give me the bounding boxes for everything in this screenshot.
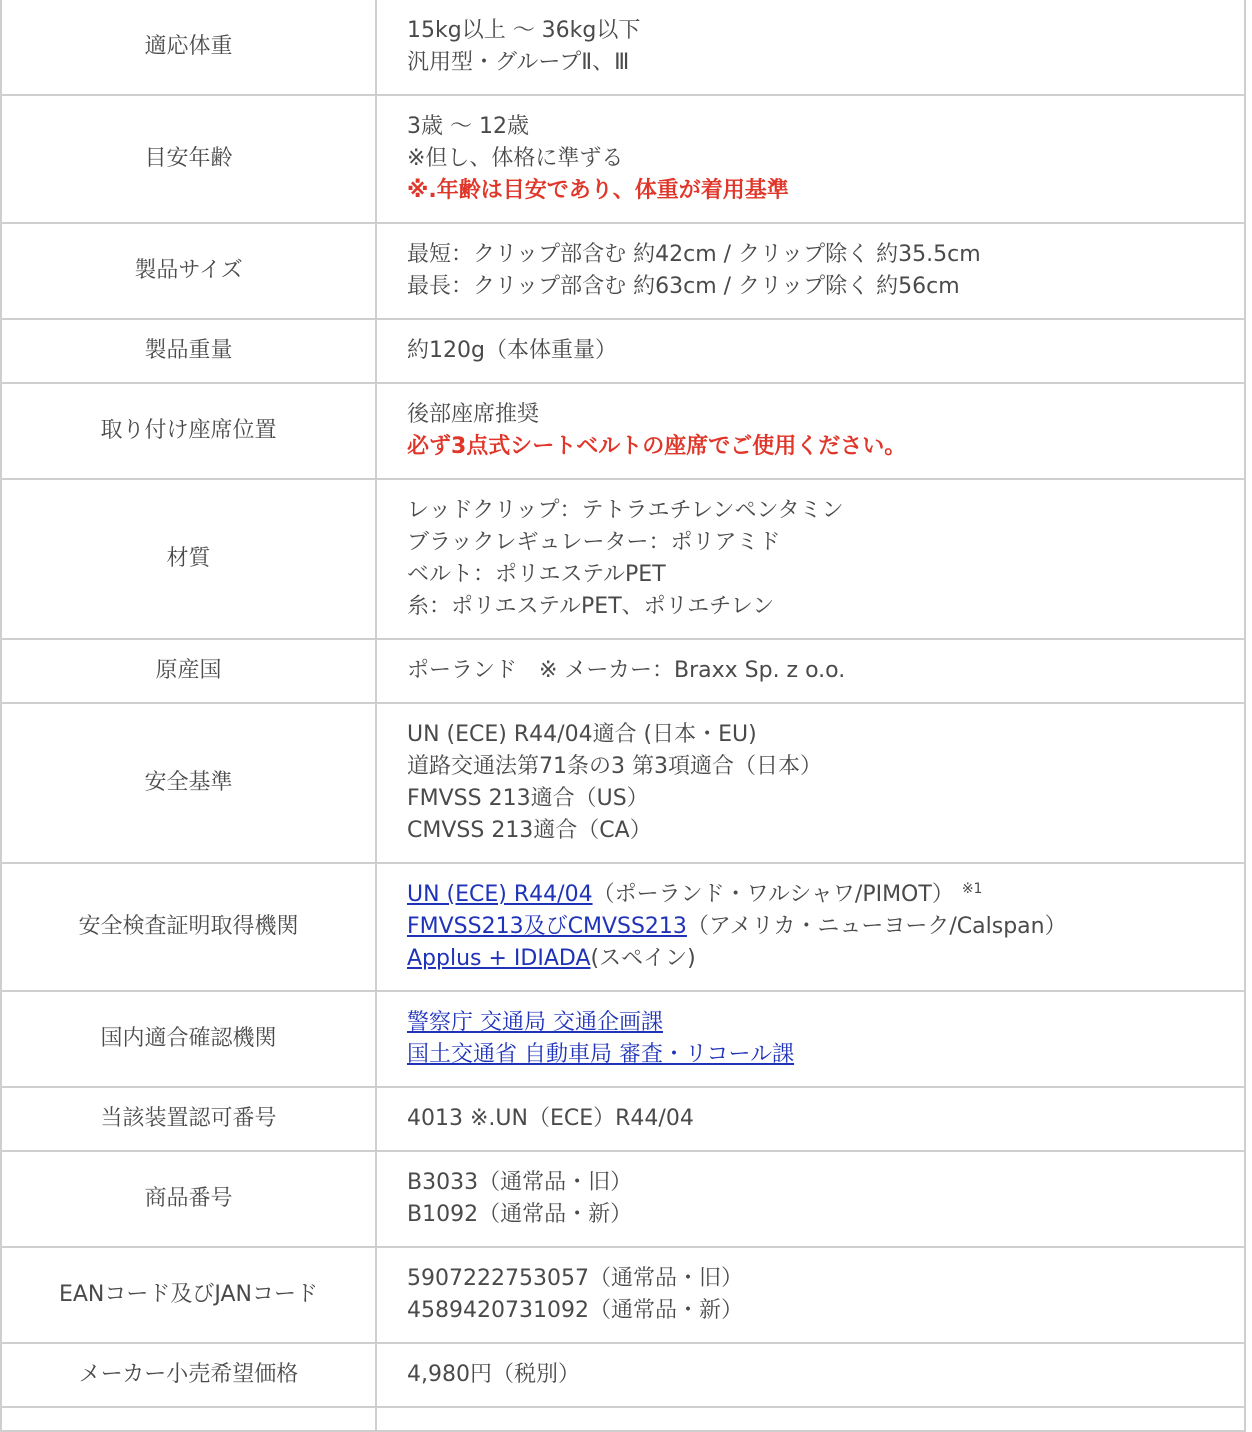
- spec-row: [1, 991, 1245, 1087]
- spec-value-line: [407, 1167, 1214, 1199]
- spec-value-line: [407, 751, 1214, 783]
- spec-value-line: [407, 335, 1214, 367]
- spec-value: [376, 1407, 1245, 1431]
- spec-row: [1, 0, 1245, 95]
- spec-value-line: [407, 783, 1214, 815]
- spec-value-line: [407, 399, 1214, 431]
- spec-row: [1, 1407, 1245, 1431]
- spec-label: [1, 1407, 376, 1431]
- spec-value-line: [407, 527, 1214, 559]
- spec-value: [376, 319, 1245, 383]
- value-text: (スペイン): [590, 946, 696, 971]
- spec-value-line: [407, 1295, 1214, 1327]
- spec-value-line: [407, 1263, 1214, 1295]
- spec-value-line: [407, 1007, 1214, 1039]
- spec-value-line: [407, 943, 1214, 975]
- spec-value-line: [407, 559, 1214, 591]
- warning-text: ※.年齢は目安であり、体重が着用基準: [407, 178, 789, 203]
- spec-label: 製品サイズ: [1, 223, 376, 319]
- spec-row: [1, 319, 1245, 383]
- spec-label: 原産国: [1, 639, 376, 703]
- value-text: B1092（通常品・新）: [407, 1202, 633, 1227]
- spec-row: [1, 703, 1245, 863]
- footnote-marker: ※1: [961, 880, 983, 897]
- spec-value: [376, 703, 1245, 863]
- reference-link[interactable]: UN (ECE) R44/04: [407, 882, 593, 907]
- value-text: ブラックレギュレーター：ポリアミド: [407, 530, 781, 555]
- value-text: ※但し、体格に準ずる: [407, 146, 624, 171]
- reference-link[interactable]: Applus + IDIADA: [407, 946, 591, 971]
- value-text: 4013 ※.UN（ECE）R44/04: [407, 1106, 694, 1131]
- spec-value: [376, 1247, 1245, 1343]
- spec-value-line: [407, 1039, 1214, 1071]
- spec-value-line: [407, 879, 1214, 911]
- value-text: 道路交通法第71条の3 第3項適合（日本）: [407, 754, 822, 779]
- value-text: 最短：クリップ部含む 約42cm / クリップ除く 約35.5cm: [407, 242, 981, 267]
- spec-value-line: [407, 911, 1214, 943]
- value-text: UN (ECE) R44/04適合 (日本・EU): [407, 722, 757, 747]
- value-text: （ポーランド・ワルシャワ/PIMOT）: [592, 882, 954, 907]
- spec-row: [1, 479, 1245, 639]
- value-text: 4,980円（税別）: [407, 1362, 580, 1387]
- spec-value-line: [407, 1359, 1214, 1391]
- warning-text: 必ず3点式シートベルトの座席でご使用ください。: [407, 434, 907, 459]
- spec-label: 当該装置認可番号: [1, 1087, 376, 1151]
- spec-value-line: [407, 47, 1214, 79]
- spec-label: 安全検査証明取得機関: [1, 863, 376, 991]
- spec-label: 取り付け座席位置: [1, 383, 376, 479]
- reference-link[interactable]: 国土交通省 自動車局 審査・リコール課: [407, 1042, 795, 1067]
- value-text: 4589420731092（通常品・新）: [407, 1298, 743, 1323]
- spec-row: [1, 1247, 1245, 1343]
- spec-row: [1, 1151, 1245, 1247]
- value-text: （アメリカ・ニューヨーク/Calspan）: [686, 914, 1067, 939]
- spec-value: [376, 95, 1245, 223]
- spec-value-line: [407, 175, 1214, 207]
- spec-value-line: [407, 239, 1214, 271]
- spec-label: 安全基準: [1, 703, 376, 863]
- spec-label: 適応体重: [1, 0, 376, 95]
- spec-value-line: [407, 111, 1214, 143]
- value-text: 糸：ポリエステルPET、ポリエチレン: [407, 594, 775, 619]
- value-text: 15kg以上 〜 36kg以下: [407, 18, 641, 43]
- spec-label: 商品番号: [1, 1151, 376, 1247]
- spec-value: [376, 383, 1245, 479]
- value-text: B3033（通常品・旧）: [407, 1170, 633, 1195]
- spec-row: [1, 223, 1245, 319]
- spec-row: [1, 95, 1245, 223]
- spec-value: [376, 1087, 1245, 1151]
- value-text: 3歳 〜 12歳: [407, 114, 529, 139]
- value-text: レッドクリップ：テトラエチレンペンタミン: [407, 498, 844, 523]
- spec-value-line: [407, 495, 1214, 527]
- spec-row: [1, 1087, 1245, 1151]
- spec-value: [376, 479, 1245, 639]
- spec-label: 目安年齢: [1, 95, 376, 223]
- spec-value: [376, 863, 1245, 991]
- reference-link[interactable]: FMVSS213及びCMVSS213: [407, 914, 687, 939]
- spec-row: [1, 639, 1245, 703]
- spec-value-line: [407, 143, 1214, 175]
- spec-value: [376, 991, 1245, 1087]
- value-text: CMVSS 213適合（CA）: [407, 818, 652, 843]
- spec-value: [376, 1343, 1245, 1407]
- spec-row: [1, 1343, 1245, 1407]
- spec-label: メーカー小売希望価格: [1, 1343, 376, 1407]
- reference-link[interactable]: 警察庁 交通局 交通企画課: [407, 1010, 663, 1035]
- spec-value-line: [407, 1199, 1214, 1231]
- spec-row: [1, 863, 1245, 991]
- spec-label: 国内適合確認機関: [1, 991, 376, 1087]
- value-text: ベルト：ポリエステルPET: [407, 562, 666, 587]
- spec-value-line: [407, 719, 1214, 751]
- spec-value-line: [407, 15, 1214, 47]
- value-text: FMVSS 213適合（US）: [407, 786, 649, 811]
- spec-value: [376, 639, 1245, 703]
- spec-value-line: [407, 815, 1214, 847]
- spec-row: [1, 383, 1245, 479]
- value-text: 汎用型・グループⅡ、Ⅲ: [407, 50, 630, 75]
- value-text: ポーランド ※ メーカー：Braxx Sp. z o.o.: [407, 658, 846, 683]
- spec-value: [376, 0, 1245, 95]
- spec-value-line: [407, 431, 1214, 463]
- spec-value-line: [407, 591, 1214, 623]
- spec-value: [376, 1151, 1245, 1247]
- spec-label: 製品重量: [1, 319, 376, 383]
- spec-value-line: [407, 1103, 1214, 1135]
- value-text: 5907222753057（通常品・旧）: [407, 1266, 743, 1291]
- spec-table-body: [1, 0, 1245, 1431]
- spec-label: 材質: [1, 479, 376, 639]
- value-text: 約120g（本体重量）: [407, 338, 617, 363]
- spec-value: [376, 223, 1245, 319]
- value-text: 最長：クリップ部含む 約63cm / クリップ除く 約56cm: [407, 274, 960, 299]
- value-text: 後部座席推奨: [407, 402, 540, 427]
- spec-value-line: [407, 271, 1214, 303]
- spec-value-line: [407, 655, 1214, 687]
- spec-label: EANコード及びJANコード: [1, 1247, 376, 1343]
